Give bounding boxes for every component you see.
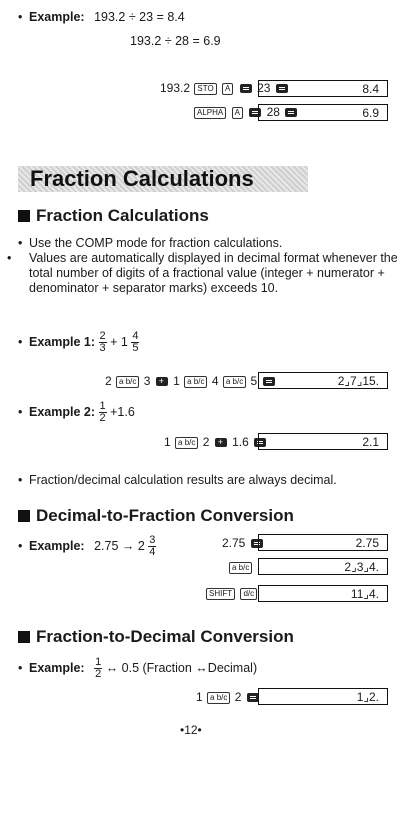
plus-key-icon [156, 377, 168, 386]
chapter-banner [18, 166, 308, 192]
sto-key: STO [194, 83, 216, 95]
fraction: $\frac{2}{3}$ [99, 330, 106, 354]
improper-key-sequence [205, 585, 258, 601]
plus-key-icon [215, 438, 227, 447]
dc-key: d/c [240, 588, 257, 600]
example-line-2: 193.2 ÷ 28 = 6.9 [130, 34, 221, 48]
square-bullet-icon [18, 631, 30, 643]
decimal-to-fraction-example: • Example: 2.75 → 2 $\frac{3}{4}$ [18, 535, 156, 558]
page-number: •12• [180, 723, 202, 737]
example-line-1: 193.2 ÷ 23 = 8.4 [94, 10, 185, 24]
display-result-decimal: 2.75 [258, 534, 388, 551]
fraction: $\frac{1}{2}$ [99, 400, 106, 424]
shift-key: SHIFT [206, 588, 235, 600]
section-heading-decimal-to-fraction: Decimal-to-Fraction Conversion [18, 506, 294, 526]
equals-key-icon [247, 693, 259, 702]
display-result-2: 6.9 [258, 104, 388, 121]
example-label: Example: [29, 10, 85, 24]
display-result-mixed: 2⌟3⌟4. [258, 558, 388, 575]
fraction-key: a b/c [184, 376, 207, 388]
equals-key-icon [240, 84, 252, 93]
display-result-fraction: 1⌟2. [258, 688, 388, 705]
example-2-key-sequence: 1 a b/c 2 + 1.6 [164, 434, 268, 450]
fraction: $\frac{4}{5}$ [132, 330, 139, 354]
key-sequence-1: 193.2 STO A 23 [160, 80, 290, 96]
fraction: $\frac{1}{2}$ [95, 656, 102, 680]
a-key: A [222, 83, 233, 95]
square-bullet-icon [18, 510, 30, 522]
a-key: A [232, 107, 243, 119]
display-result-ex1: 2⌟7⌟15. [258, 372, 388, 389]
section1-bullet-2: • Values are automatically displayed in decimal format whenever the total number of digits of a fractional value (integer + numerator + denominator + separator marks) exceeds 10. [18, 251, 401, 296]
section-heading-fraction-calculations: Fraction Calculations [18, 206, 209, 226]
example-1: • Example 1: $\frac{2}{3}$ + 1 $\frac{4}{5}$ [18, 331, 139, 354]
alpha-key: ALPHA [194, 107, 226, 119]
fraction-key: a b/c [116, 376, 139, 388]
top-example [18, 10, 185, 25]
section1-bullet-1: • Use the COMP mode for fraction calculations. [18, 236, 398, 251]
fraction-to-decimal-example: • Example: $\frac{1}{2}$ ↔ 0.5 (Fraction ↔Decimal) [18, 657, 257, 680]
example-1-key-sequence: 2 a b/c 3 + 1 a b/c 4 a b/c 5 [105, 373, 277, 389]
fraction-key: a b/c [207, 692, 230, 704]
section-heading-fraction-to-decimal: Fraction-to-Decimal Conversion [18, 627, 294, 647]
display-result-1: 8.4 [258, 80, 388, 97]
square-bullet-icon [18, 210, 30, 222]
banner-title: Fraction Calculations [30, 166, 254, 191]
display-result-improper: 11⌟4. [258, 585, 388, 602]
display-result-ex2: 2.1 [258, 433, 388, 450]
fraction: $\frac{3}{4}$ [149, 534, 156, 558]
key-sequence-2: ALPHA A 28 [193, 104, 299, 120]
fraction-key: a b/c [223, 376, 246, 388]
fraction-key: a b/c [175, 437, 198, 449]
decimal-key-sequence: 2.75 [222, 535, 265, 551]
fraction-key-press [228, 559, 253, 575]
section1-note: • Fraction/decimal calculation results are always decimal. [18, 473, 337, 488]
fraction-to-decimal-key-sequence: 1 a b/c 2 [196, 689, 261, 705]
fraction-key: a b/c [229, 562, 252, 574]
example-2: • Example 2: $\frac{1}{2}$ +1.6 [18, 401, 135, 424]
